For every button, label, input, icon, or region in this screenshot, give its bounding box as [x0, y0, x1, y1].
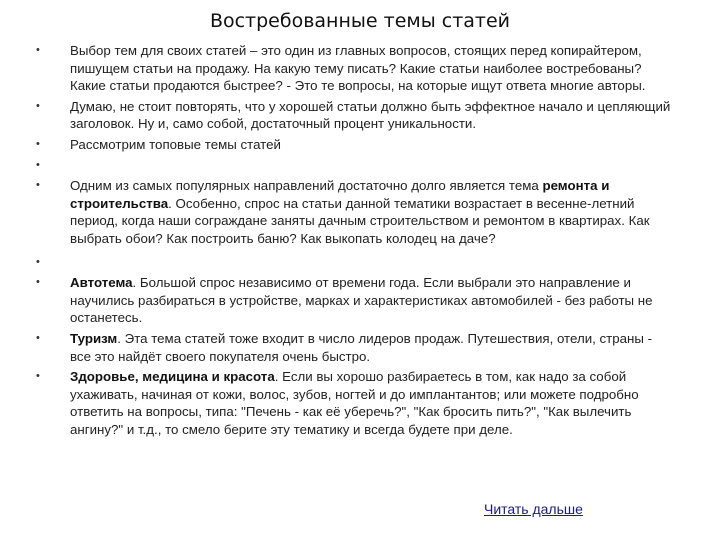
bullet: • — [36, 99, 40, 112]
item-text-after: . Особенно, спрос на статьи данной тематики возрастает в весенне-летний период, когда наши сограждане заняты дачным строительством и ремонтом в квартирах. Как выбрать обои? Как построить баню? Как выкопать колодец на даче? — [70, 195, 650, 246]
item-text: Выбор тем для своих статей – это один из главных вопросов, стоящих перед копирайтером, пишущем статьи на продажу. На какую тему писать? Какие статьи наиболее востребованы? Какие статьи продаются быстрее? - Это те вопросы, на которые ищут ответа многие авторы. — [70, 43, 646, 94]
list-item — [36, 136, 676, 154]
list-item-empty — [36, 254, 676, 272]
bullet: • — [36, 179, 40, 192]
item-bold: Туризм — [70, 330, 118, 346]
bullet: • — [36, 276, 40, 289]
item-bold: ремонта и строительства — [70, 178, 610, 211]
bullet: • — [36, 331, 40, 344]
item-bold: Автотема — [70, 275, 133, 291]
item-bold: Здоровье, медицина и красота — [70, 369, 275, 385]
list-item — [36, 368, 676, 438]
item-text: Думаю, не стоит повторять, что у хорошей статьи должно быть эффектное начало и цепляющий заголовок. Ну и, само собой, достаточный процент уникальности. — [70, 98, 671, 132]
bullet: • — [36, 158, 40, 171]
item-text: Рассмотрим топовые темы статей — [70, 136, 281, 152]
item-text-before: Одним из самых популярных направлений достаточно долго является тема — [70, 178, 543, 194]
list-item — [36, 330, 676, 365]
page-title: Востребованные темы статей — [209, 10, 511, 32]
bullet: • — [36, 137, 40, 150]
read-more-link[interactable]: Читать дальше — [484, 501, 583, 517]
list-item — [36, 42, 676, 95]
list-item — [36, 274, 676, 327]
topics-list — [36, 42, 676, 438]
item-text-after: . Если вы хорошо разбираетесь в том, как надо за собой ухаживать, начиная от кожи, волос, зубов, ногтей и до имплантантов; или можете подробно ответить на вопросы, типа: "Печень - как её уберечь?", "Как бросить пить?", "Как вылечить ангину?" и т.д., то смело берите эту тематику и всегда будете при деле. — [70, 369, 639, 437]
item-text-after: . Эта тема статей тоже входит в число лидеров продаж. Путешествия, отели, страны - все это найдёт своего покупателя очень быстро. — [70, 330, 653, 364]
list-item-empty — [36, 157, 676, 175]
list-item — [36, 177, 676, 247]
list-item — [36, 98, 676, 133]
bullet: • — [36, 255, 40, 268]
bullet: • — [36, 44, 40, 56]
bullet: • — [36, 370, 40, 383]
item-text-after: . Большой спрос независимо от времени года. Если выбрали это направление и научились разбираться в устройстве, марках и характеристиках автомобилей - без работы не останетесь. — [70, 275, 653, 326]
